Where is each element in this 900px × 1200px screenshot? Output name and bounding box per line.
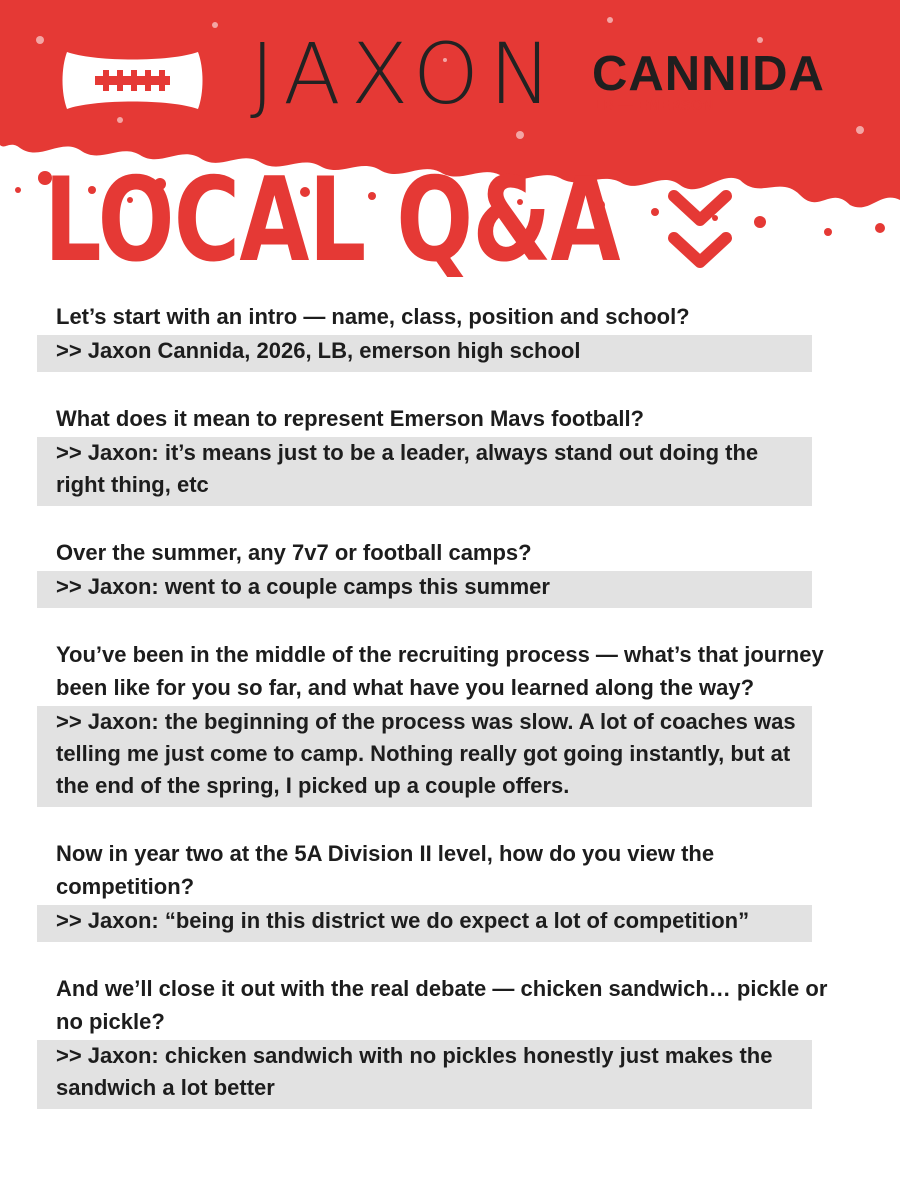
football-logo-icon [55, 38, 210, 123]
player-first-name: JAXON [250, 25, 562, 123]
qa-item [0, 837, 900, 942]
question-text: Over the summer, any 7v7 or football camps? [56, 540, 532, 565]
double-chevron-down-icon [668, 190, 732, 282]
question-text: You’ve been in the middle of the recruiting process — what’s that journey been like for you so far, and what have you learned along the way? [56, 642, 824, 700]
answer-text: >> Jaxon: “being in this district we do expect a lot of competition” [37, 905, 812, 942]
question-text: Let’s start with an intro — name, class, position and school? [56, 304, 690, 329]
qa-item [0, 402, 900, 506]
question-text: What does it mean to represent Emerson Mavs football? [56, 406, 644, 431]
answer-text: >> Jaxon: went to a couple camps this summer [37, 571, 812, 608]
player-last-name: CANNIDA [592, 47, 825, 101]
answer-text: >> Jaxon: the beginning of the process was slow. A lot of coaches was telling me just come to camp. Nothing really got going instantly, but at the end of the spring, I picked up a couple offers. [37, 706, 812, 807]
page-title: LOCAL Q&A [44, 153, 620, 288]
answer-text: >> Jaxon Cannida, 2026, LB, emerson high school [37, 335, 812, 372]
answer-text: >> Jaxon: it’s means just to be a leader, always stand out doing the right thing, etc [37, 437, 812, 506]
qa-item [0, 300, 900, 372]
qa-item [0, 638, 900, 807]
question-text: Now in year two at the 5A Division II level, how do you view the competition? [56, 841, 715, 899]
answer-text: >> Jaxon: chicken sandwich with no pickles honestly just makes the sandwich a lot better [37, 1040, 812, 1109]
qa-item [0, 972, 900, 1109]
question-text: And we’ll close it out with the real debate — chicken sandwich… pickle or no pickle? [56, 976, 828, 1034]
qa-list [0, 300, 900, 1139]
qa-item [0, 536, 900, 608]
position-school-subline: LB — EMERSON [594, 97, 714, 114]
